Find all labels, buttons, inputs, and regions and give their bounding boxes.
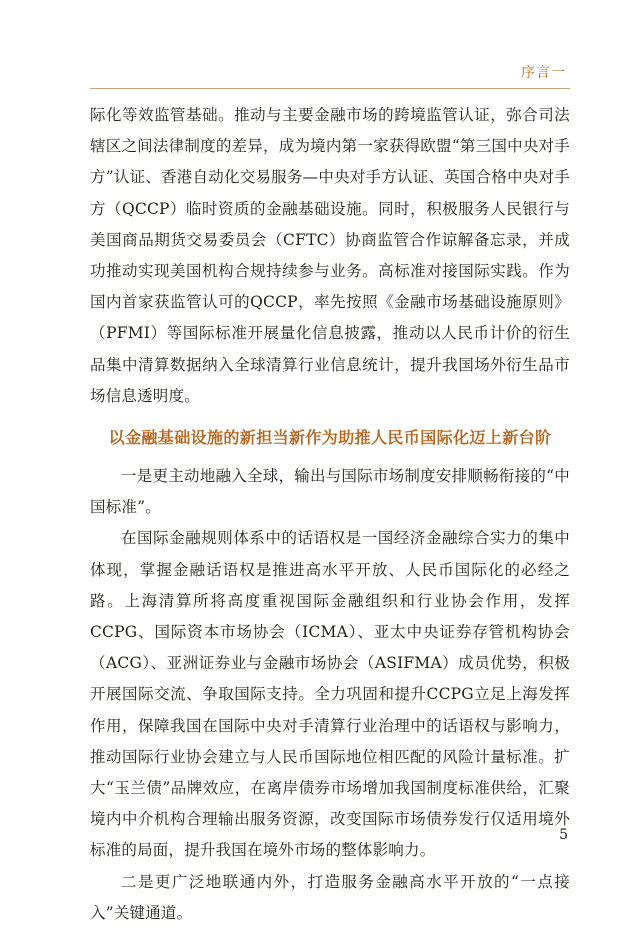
header-rule — [90, 88, 570, 89]
paragraph-point-two: 二是更广泛地联通内外，打造服务金融高水平开放的“一点接入”关键通道。 — [90, 872, 570, 922]
section-heading: 以金融基础设施的新担当新作为助推人民币国际化迈上新台阶 — [108, 428, 552, 448]
running-head-title: 序言一 — [521, 65, 566, 81]
page-number: 5 — [559, 827, 568, 843]
paragraph-continuation: 际化等效监管基础。推动与主要金融市场的跨境监管认证，弥合司法辖区之间法律制度的差异，成为境内第一家获得欧盟“第三国中央对手方”认证、香港自动化交易服务—中央对手方认证、英国合格中央对手方（QCCP）临时资质的金融基础设施。同时，积极服务人民银行与美国商品期货交易委员会（CFTC）协商监管合作谅解备忘录，并成功推动实现美国机构合规持续参与业务。高标准对接国际实践。作为国内首家获监管认可的QCCP，率先按照《金融市场基础设施原则》（PFMI）等国际标准开展量化信息披露，推动以人民币计价的衍生品集中清算数据纳入全球清算行业信息统计，提升我国场外衍生品市场信息透明度。 — [90, 106, 570, 405]
paragraph-discourse-power: 在国际金融规则体系中的话语权是一国经济金融综合实力的集中体现，掌握金融话语权是推进高水平开放、人民币国际化的必经之路。上海清算所将高度重视国际金融组织和行业协会作用，发挥CCPG、国际资本市场协会（ICMA）、亚太中央证券存管机构协会（ACG）、亚洲证券业与金融市场协会（ASIFMA）成员优势，积极开展国际交流、争取国际支持。全力巩固和提升CCPG立足上海发挥作用，保障我国在国际中央对手清算行业治理中的话语权与影响力，推动国际行业协会建立与人民币国际地位相匹配的风险计量标准。扩大“玉兰债”品牌效应，在离岸债券市场增加我国制度标准供给，汇聚境内中介机构合理输出服务资源，改变国际市场债券发行仅适用境外标准的局面，提升我国在境外市场的整体影响力。 — [90, 529, 570, 860]
body-content — [90, 100, 570, 929]
paragraph-point-one: 一是更主动地融入全球，输出与国际市场制度安排顺畅衔接的“中国标准”。 — [90, 467, 570, 517]
